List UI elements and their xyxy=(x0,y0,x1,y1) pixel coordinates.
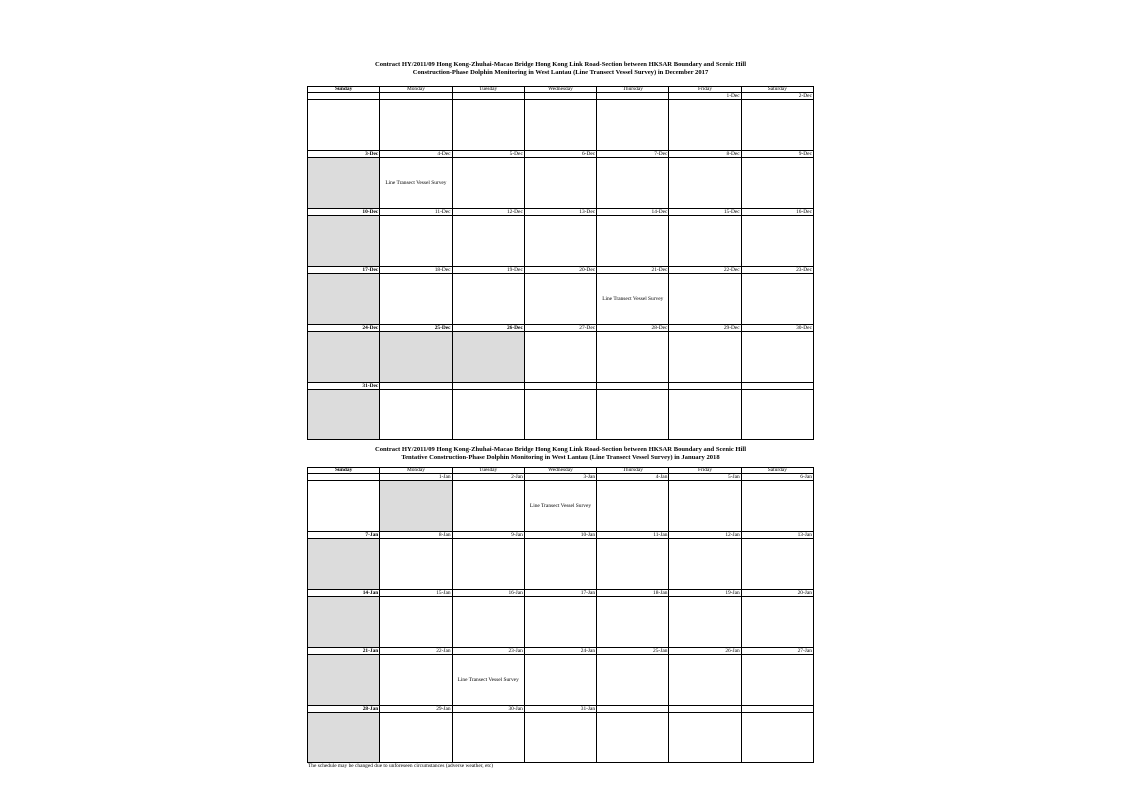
day-date xyxy=(525,383,596,390)
day-event xyxy=(308,100,379,150)
day-date: 28-Dec xyxy=(597,325,668,332)
day-cell xyxy=(524,325,596,382)
day-cell xyxy=(379,648,451,705)
day-date: 2-Dec xyxy=(742,93,813,100)
day-cell xyxy=(596,267,668,324)
day-event xyxy=(525,332,596,382)
day-cell xyxy=(668,209,740,266)
week-row xyxy=(307,208,814,266)
day-event xyxy=(597,597,668,647)
day-event xyxy=(742,597,813,647)
day-cell xyxy=(668,532,740,589)
day-event xyxy=(308,597,379,647)
day-event xyxy=(742,539,813,589)
day-event xyxy=(525,597,596,647)
day-cell xyxy=(379,532,451,589)
day-event xyxy=(453,332,524,382)
day-event xyxy=(742,100,813,150)
day-cell xyxy=(596,590,668,647)
day-cell xyxy=(668,325,740,382)
day-event xyxy=(308,274,379,324)
day-event xyxy=(669,274,740,324)
day-date: 22-Dec xyxy=(669,267,740,274)
day-cell xyxy=(524,648,596,705)
day-event xyxy=(669,655,740,705)
day-cell xyxy=(596,325,668,382)
day-event xyxy=(308,655,379,705)
day-event xyxy=(380,539,451,589)
week-row xyxy=(307,150,814,208)
week-row xyxy=(307,266,814,324)
day-event xyxy=(669,481,740,531)
day-date: 4-Dec xyxy=(380,151,451,158)
day-event xyxy=(597,655,668,705)
day-event: Line Transect Vessel Survey xyxy=(457,677,519,683)
day-event xyxy=(453,481,524,531)
day-date: 6-Jan xyxy=(742,474,813,481)
weekday-label: Saturday xyxy=(741,468,813,473)
week-row xyxy=(307,92,814,150)
day-event xyxy=(380,655,451,705)
day-date: 17-Jan xyxy=(525,590,596,597)
day-event xyxy=(525,274,596,324)
day-date: 29-Dec xyxy=(669,325,740,332)
day-event xyxy=(669,216,740,266)
day-cell xyxy=(308,706,379,762)
day-date: 23-Dec xyxy=(742,267,813,274)
week-row xyxy=(307,589,814,647)
day-cell xyxy=(668,267,740,324)
day-event xyxy=(742,332,813,382)
day-date: 30-Jan xyxy=(453,706,524,713)
title-line-2: Tentative Construction-Phase Dolphin Monitoring in West Lantau (Line Transect Vessel Survey) in January 2018 xyxy=(401,454,720,462)
day-event xyxy=(380,713,451,762)
day-date: 18-Dec xyxy=(380,267,451,274)
day-date xyxy=(669,383,740,390)
day-date xyxy=(525,93,596,100)
day-event: Line Transect Vessel Survey xyxy=(529,503,592,509)
day-date: 12-Dec xyxy=(453,209,524,216)
day-event xyxy=(525,158,596,208)
day-date: 18-Jan xyxy=(597,590,668,597)
day-date xyxy=(453,93,524,100)
day-date xyxy=(308,474,379,481)
day-cell xyxy=(379,151,451,208)
day-event xyxy=(308,481,379,531)
day-date: 16-Jan xyxy=(453,590,524,597)
weekday-label: Monday xyxy=(379,468,451,473)
day-cell xyxy=(308,532,379,589)
weekday-label: Sunday xyxy=(334,468,353,473)
day-event xyxy=(597,481,668,531)
weekday-label: Saturday xyxy=(741,87,813,92)
day-date: 15-Jan xyxy=(380,590,451,597)
day-cell xyxy=(452,590,524,647)
day-event xyxy=(308,158,379,208)
december-calendar xyxy=(307,86,814,440)
day-cell xyxy=(668,93,740,150)
day-cell xyxy=(308,209,379,266)
day-date: 10-Jan xyxy=(525,532,596,539)
day-date: 28-Jan xyxy=(308,706,379,713)
day-cell xyxy=(452,93,524,150)
day-event xyxy=(597,539,668,589)
day-date: 31-Jan xyxy=(525,706,596,713)
weekday-label: Friday xyxy=(668,87,740,92)
day-date xyxy=(380,383,451,390)
day-cell xyxy=(308,267,379,324)
day-cell xyxy=(308,474,379,531)
day-event xyxy=(453,216,524,266)
week-row xyxy=(307,473,814,531)
day-date: 7-Jan xyxy=(308,532,379,539)
day-event xyxy=(453,158,524,208)
week-row xyxy=(307,324,814,382)
day-date: 31-Dec xyxy=(308,383,379,390)
day-event xyxy=(742,274,813,324)
day-cell xyxy=(596,209,668,266)
day-cell xyxy=(524,209,596,266)
day-cell xyxy=(379,590,451,647)
day-cell xyxy=(668,474,740,531)
day-event xyxy=(453,713,524,762)
day-event: Line Transect Vessel Survey xyxy=(385,180,447,186)
day-date: 27-Jan xyxy=(742,648,813,655)
day-date xyxy=(597,383,668,390)
day-date: 25-Dec xyxy=(380,325,451,332)
day-date: 22-Jan xyxy=(380,648,451,655)
day-event xyxy=(453,597,524,647)
day-event xyxy=(308,332,379,382)
day-cell xyxy=(596,383,668,439)
day-date xyxy=(742,383,813,390)
day-cell xyxy=(596,706,668,762)
day-cell xyxy=(741,151,813,208)
day-cell xyxy=(379,267,451,324)
day-date: 6-Dec xyxy=(525,151,596,158)
day-date xyxy=(308,93,379,100)
day-event xyxy=(380,332,451,382)
day-cell xyxy=(524,267,596,324)
week-row xyxy=(307,705,814,763)
day-cell xyxy=(668,706,740,762)
day-cell xyxy=(452,648,524,705)
day-date: 29-Jan xyxy=(380,706,451,713)
weekday-label: Tuesday xyxy=(452,87,524,92)
title-line-1: Contract HY/2011/09 Hong Kong-Zhuhai-Macao Bridge Hong Kong Link Road-Section between HKSAR Boundary and Scenic Hill xyxy=(374,61,747,68)
day-event xyxy=(597,216,668,266)
day-event xyxy=(742,158,813,208)
day-date: 21-Jan xyxy=(308,648,379,655)
day-cell xyxy=(452,383,524,439)
day-date xyxy=(380,93,451,100)
week-row xyxy=(307,531,814,589)
day-event xyxy=(742,216,813,266)
day-event xyxy=(380,597,451,647)
day-cell xyxy=(596,474,668,531)
day-cell xyxy=(741,474,813,531)
day-date: 8-Jan xyxy=(380,532,451,539)
day-event xyxy=(669,539,740,589)
day-date: 13-Jan xyxy=(742,532,813,539)
day-event xyxy=(597,713,668,762)
day-event xyxy=(525,713,596,762)
day-date: 30-Dec xyxy=(742,325,813,332)
day-event xyxy=(308,539,379,589)
week-row xyxy=(307,382,814,440)
day-cell xyxy=(452,325,524,382)
day-cell xyxy=(596,151,668,208)
day-date: 10-Dec xyxy=(308,209,379,216)
day-date: 5-Jan xyxy=(669,474,740,481)
day-date: 24-Dec xyxy=(308,325,379,332)
day-cell xyxy=(524,151,596,208)
day-event xyxy=(669,100,740,150)
day-cell xyxy=(379,474,451,531)
day-date: 5-Dec xyxy=(453,151,524,158)
day-cell xyxy=(524,590,596,647)
day-event xyxy=(669,597,740,647)
day-date: 8-Dec xyxy=(669,151,740,158)
day-cell xyxy=(308,151,379,208)
day-event xyxy=(742,655,813,705)
day-cell xyxy=(379,383,451,439)
day-date: 20-Jan xyxy=(742,590,813,597)
day-event xyxy=(597,332,668,382)
january-calendar xyxy=(307,467,814,763)
day-event xyxy=(380,274,451,324)
day-cell xyxy=(741,532,813,589)
day-date xyxy=(597,706,668,713)
day-date: 25-Jan xyxy=(597,648,668,655)
day-cell xyxy=(308,590,379,647)
day-cell xyxy=(452,209,524,266)
day-event xyxy=(308,216,379,266)
weekday-label: Sunday xyxy=(334,87,353,92)
day-cell xyxy=(596,93,668,150)
day-cell xyxy=(596,532,668,589)
day-cell xyxy=(668,590,740,647)
day-cell xyxy=(452,474,524,531)
weekday-label: Tuesday xyxy=(452,468,524,473)
december-title xyxy=(307,61,814,77)
day-cell xyxy=(452,706,524,762)
day-event: Line Transect Vessel Survey xyxy=(602,296,664,302)
day-cell xyxy=(524,383,596,439)
day-cell xyxy=(524,532,596,589)
day-event xyxy=(380,100,451,150)
day-date: 26-Dec xyxy=(453,325,524,332)
january-title xyxy=(307,446,814,462)
day-cell xyxy=(379,93,451,150)
day-cell xyxy=(741,590,813,647)
day-cell xyxy=(741,93,813,150)
day-cell xyxy=(308,93,379,150)
day-cell xyxy=(741,325,813,382)
day-cell xyxy=(452,151,524,208)
day-event xyxy=(597,158,668,208)
day-event xyxy=(380,390,451,439)
day-cell xyxy=(741,383,813,439)
day-date: 1-Jan xyxy=(380,474,451,481)
day-cell xyxy=(668,648,740,705)
weekday-label: Friday xyxy=(668,468,740,473)
day-event xyxy=(669,713,740,762)
day-date: 12-Jan xyxy=(669,532,740,539)
day-date: 19-Dec xyxy=(453,267,524,274)
day-cell xyxy=(308,383,379,439)
weekday-header xyxy=(307,86,814,92)
day-date: 26-Jan xyxy=(669,648,740,655)
day-cell xyxy=(379,706,451,762)
day-event xyxy=(525,655,596,705)
day-date: 13-Dec xyxy=(525,209,596,216)
day-date xyxy=(597,93,668,100)
day-date xyxy=(742,706,813,713)
day-event xyxy=(597,390,668,439)
day-date: 14-Dec xyxy=(597,209,668,216)
day-event xyxy=(525,390,596,439)
day-cell xyxy=(596,648,668,705)
day-event xyxy=(742,481,813,531)
day-date: 7-Dec xyxy=(597,151,668,158)
day-date: 24-Jan xyxy=(525,648,596,655)
day-date: 19-Jan xyxy=(669,590,740,597)
day-date xyxy=(453,383,524,390)
day-cell xyxy=(524,706,596,762)
week-row xyxy=(307,647,814,705)
day-cell xyxy=(668,151,740,208)
title-line-2: Construction-Phase Dolphin Monitoring in West Lantau (Line Transect Vessel Survey) in December 2017 xyxy=(412,69,709,77)
day-cell xyxy=(308,648,379,705)
day-event xyxy=(453,390,524,439)
day-date: 9-Jan xyxy=(453,532,524,539)
day-date: 17-Dec xyxy=(308,267,379,274)
weekday-label: Thursday xyxy=(596,87,668,92)
day-date: 27-Dec xyxy=(525,325,596,332)
day-date: 3-Jan xyxy=(525,474,596,481)
weekday-label: Wednesday xyxy=(524,468,596,473)
day-event xyxy=(742,390,813,439)
day-event xyxy=(525,539,596,589)
day-event xyxy=(380,481,451,531)
day-cell xyxy=(741,267,813,324)
day-event xyxy=(453,100,524,150)
day-cell xyxy=(452,532,524,589)
day-date: 15-Dec xyxy=(669,209,740,216)
day-cell xyxy=(668,383,740,439)
day-event xyxy=(308,713,379,762)
day-date: 11-Jan xyxy=(597,532,668,539)
day-cell xyxy=(524,474,596,531)
day-event xyxy=(525,216,596,266)
day-event xyxy=(742,713,813,762)
day-date: 23-Jan xyxy=(453,648,524,655)
day-date: 21-Dec xyxy=(597,267,668,274)
day-event xyxy=(453,539,524,589)
day-cell xyxy=(379,325,451,382)
day-date: 16-Dec xyxy=(742,209,813,216)
title-line-1: Contract HY/2011/09 Hong Kong-Zhuhai-Macao Bridge Hong Kong Link Road-Section between HKSAR Boundary and Scenic Hill xyxy=(374,446,747,453)
day-cell xyxy=(741,706,813,762)
day-cell xyxy=(379,209,451,266)
weekday-header xyxy=(307,467,814,473)
day-event xyxy=(669,332,740,382)
day-event xyxy=(669,158,740,208)
weekday-label: Monday xyxy=(379,87,451,92)
day-event xyxy=(308,390,379,439)
day-cell xyxy=(308,325,379,382)
day-date: 2-Jan xyxy=(453,474,524,481)
day-cell xyxy=(524,93,596,150)
day-date: 3-Dec xyxy=(308,151,379,158)
day-event xyxy=(669,390,740,439)
day-date xyxy=(669,706,740,713)
footnote: The schedule may be changed due to unforeseen circumstances (adverse weather, etc) xyxy=(308,763,494,769)
day-cell xyxy=(452,267,524,324)
day-event xyxy=(380,216,451,266)
day-event xyxy=(525,100,596,150)
day-date: 11-Dec xyxy=(380,209,451,216)
day-event xyxy=(597,100,668,150)
day-date: 1-Dec xyxy=(669,93,740,100)
day-cell xyxy=(741,209,813,266)
weekday-label: Thursday xyxy=(596,468,668,473)
day-date: 4-Jan xyxy=(597,474,668,481)
day-date: 14-Jan xyxy=(308,590,379,597)
day-date: 20-Dec xyxy=(525,267,596,274)
day-date: 9-Dec xyxy=(742,151,813,158)
day-cell xyxy=(741,648,813,705)
day-event xyxy=(453,274,524,324)
weekday-label: Wednesday xyxy=(524,87,596,92)
